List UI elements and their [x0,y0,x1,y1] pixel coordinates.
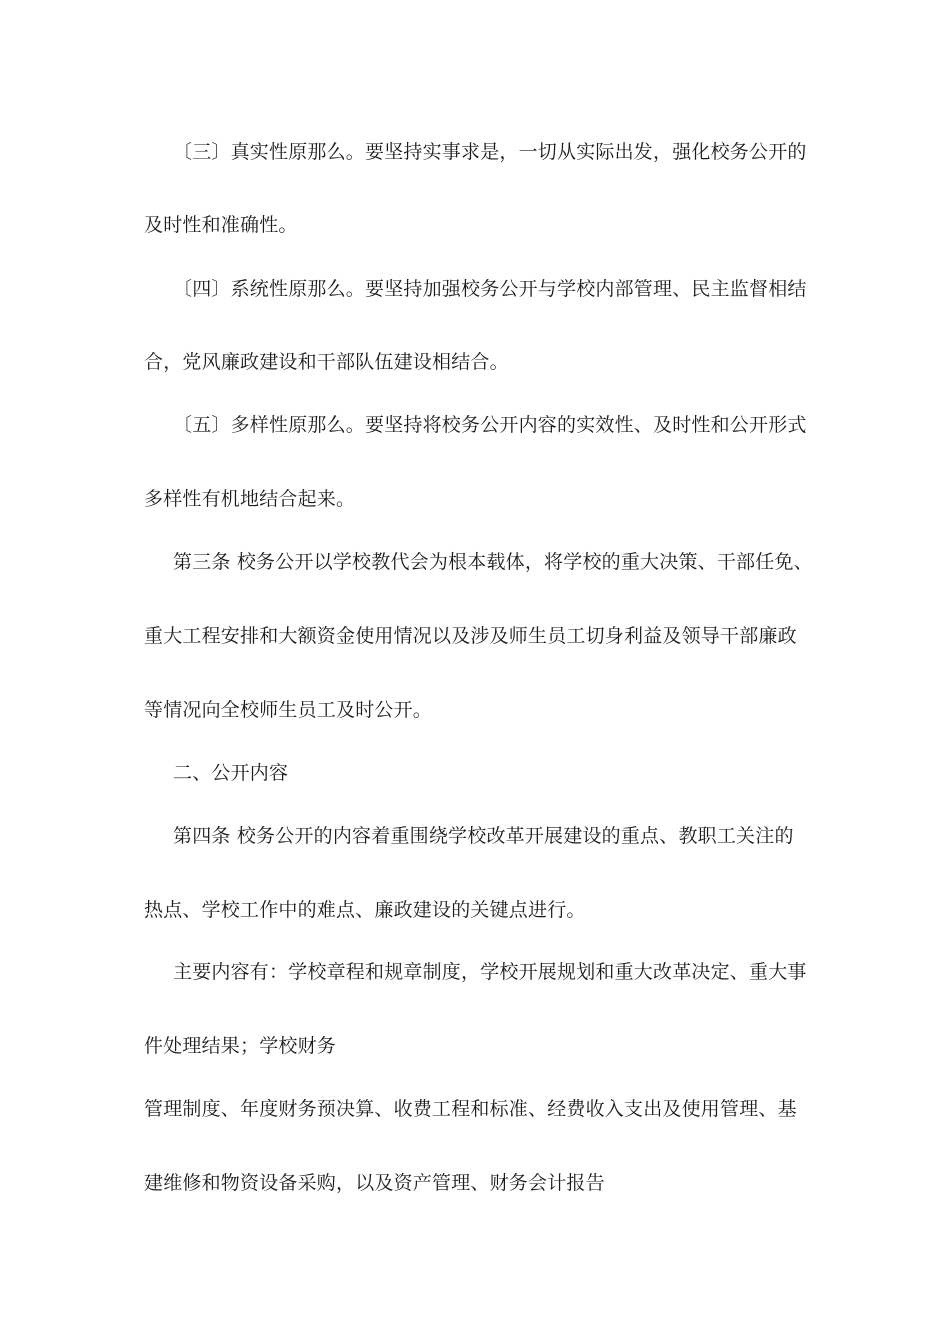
text-line: 管理制度、年度财务预决算、收费工程和标准、经费收入支出及使用管理、基 [144,1098,797,1120]
text-line: 热点、学校工作中的难点、廉政建设的关键点进行。 [144,899,586,921]
text-line: 〔三〕真实性原那么。要坚持实事求是，一切从实际出发，强化校务公开的 [173,141,807,163]
text-line: 多样性有机地结合起来。 [144,488,356,510]
section-heading: 二、公开内容 [173,762,289,784]
text-line: 重大工程安排和大额资金使用情况以及涉及师生员工切身利益及领导干部廉政 [144,625,797,647]
text-line: 等情况向全校师生员工及时公开。 [144,699,433,721]
text-line: 建维修和物资设备采购，以及资产管理、财务会计报告 [144,1172,605,1194]
text-line: 件处理结果；学校财务 [144,1035,337,1057]
text-line: 第四条 校务公开的内容着重围绕学校改革开展建设的重点、教职工关注的 [173,825,794,847]
text-line: 主要内容有：学校章程和规章制度，学校开展规划和重大改革决定、重大事 [173,961,807,983]
text-line: 〔五〕多样性原那么。要坚持将校务公开内容的实效性、及时性和公开形式 [173,414,807,436]
text-line: 及时性和准确性。 [144,214,298,236]
text-line: 合，党风廉政建设和干部队伍建设相结合。 [144,351,509,373]
text-line: 第三条 校务公开以学校教代会为根本载体，将学校的重大决策、干部任免、 [173,551,813,573]
text-line: 〔四〕系统性原那么。要坚持加强校务公开与学校内部管理、民主监督相结 [173,278,807,300]
